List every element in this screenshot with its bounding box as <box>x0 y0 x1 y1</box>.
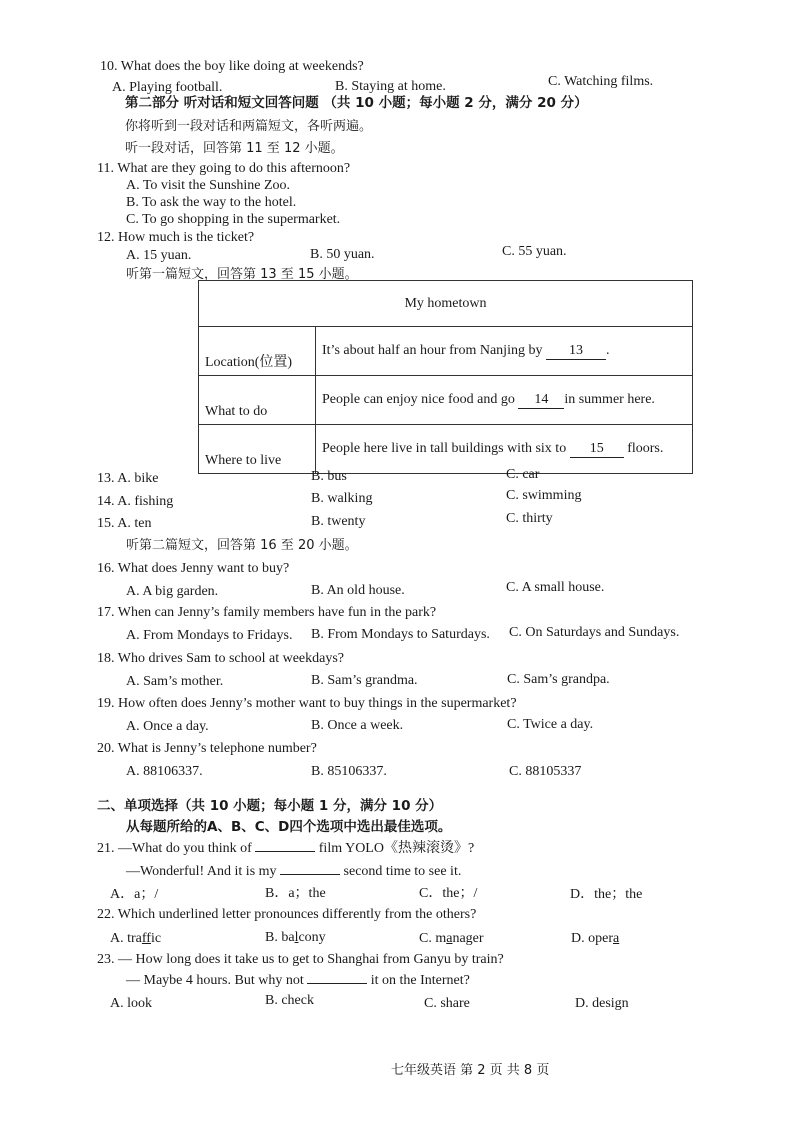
table-row <box>199 376 693 425</box>
q20-option-a: A. 88106337. <box>126 764 203 779</box>
q17-option-c: C. On Saturdays and Sundays. <box>509 625 680 640</box>
q23-option-a: A. look <box>110 996 152 1011</box>
passage1-intro: 听第一篇短文，回答第 13 至 15 小题。 <box>126 267 358 282</box>
q11-stem: 11. What are they going to do this afternoon? <box>97 161 351 176</box>
q21-line1: 21. —What do you think of film YOLO《热辣滚烫》? <box>97 841 475 856</box>
row-text: It’s about half an hour from Nanjing by 13 . <box>316 327 693 376</box>
hometown-table <box>198 280 693 474</box>
table-title: My hometown <box>199 281 693 327</box>
row-label: What to do <box>199 376 316 425</box>
table-row <box>199 425 693 474</box>
q10-option-b: B. Staying at home. <box>335 79 446 94</box>
q15-option-c: C. thirty <box>506 511 553 526</box>
blank-13[interactable]: 13 <box>546 343 606 360</box>
row-text: People here live in tall buildings with six to 15 floors. <box>316 425 693 474</box>
q20-stem: 20. What is Jenny’s telephone number? <box>97 741 317 756</box>
section2-instructions: 从每题所给的A、B、C、D四个选项中选出最佳选项。 <box>126 819 452 835</box>
row-text: People can enjoy nice food and go 14 in summer here. <box>316 376 693 425</box>
q21-blank2[interactable] <box>280 874 340 875</box>
q17-option-a: A. From Mondays to Fridays. <box>126 628 293 643</box>
q21-option-c: C．the；/ <box>419 886 478 901</box>
q19-option-a: A. Once a day. <box>126 719 209 734</box>
q12-option-b: B. 50 yuan. <box>310 247 375 262</box>
q16-option-b: B. An old house. <box>311 583 405 598</box>
q23-blank[interactable] <box>307 983 367 984</box>
q21-option-a: A．a；/ <box>110 887 159 902</box>
q12-option-a: A. 15 yuan. <box>126 248 192 263</box>
q11-option-a: A. To visit the Sunshine Zoo. <box>126 178 291 193</box>
q15-option-a: 15. A. ten <box>97 516 152 531</box>
q16-stem: 16. What does Jenny want to buy? <box>97 561 290 576</box>
q20-option-c: C. 88105337 <box>509 764 582 779</box>
q23-option-c: C. share <box>424 996 470 1011</box>
q14-option-a: 14. A. fishing <box>97 494 174 509</box>
section2-title: 二、单项选择（共 10 小题；每小题 1 分，满分 10 分） <box>97 798 443 814</box>
q22-stem: 22. Which underlined letter pronounces differently from the others? <box>97 907 477 922</box>
q21-option-b: B．a；the <box>265 886 326 901</box>
q12-option-c: C. 55 yuan. <box>502 244 567 259</box>
q17-stem: 17. When can Jenny’s family members have fun in the park? <box>97 605 437 620</box>
q13-option-b: B. bus <box>311 469 347 484</box>
q18-option-c: C. Sam’s grandpa. <box>507 672 610 687</box>
q16-option-a: A. A big garden. <box>126 584 219 599</box>
q21-option-d: D．the；the <box>570 887 643 902</box>
part2-intro: 你将听到一段对话和两篇短文，各听两遍。 <box>125 119 373 134</box>
q22-option-b: B. balcony <box>265 930 326 945</box>
q20-option-b: B. 85106337. <box>311 764 387 779</box>
q19-stem: 19. How often does Jenny’s mother want to buy things in the supermarket? <box>97 696 517 711</box>
q19-option-c: C. Twice a day. <box>507 717 594 732</box>
q16-option-c: C. A small house. <box>506 580 605 595</box>
row-label: Where to live <box>199 425 316 474</box>
q22-option-a: A. traffic <box>110 931 162 946</box>
q14-option-c: C. swimming <box>506 488 582 503</box>
q21-blank1[interactable] <box>255 851 315 852</box>
q22-option-d: D. opera <box>571 931 620 946</box>
part2-title: 第二部分 听对话和短文回答问题 （共 10 小题；每小题 2 分，满分 20 分） <box>125 95 588 111</box>
dialog-intro: 听一段对话，回答第 11 至 12 小题。 <box>125 141 344 156</box>
page-footer: 七年级英语 第 2 页 共 8 页 <box>391 1063 550 1078</box>
q10-stem: 10. What does the boy like doing at weekends? <box>100 59 364 74</box>
q23-line2: — Maybe 4 hours. But why not it on the Internet? <box>126 973 470 988</box>
q21-line2: —Wonderful! And it is my second time to see it. <box>126 864 462 879</box>
q10-option-c: C. Watching films. <box>548 74 654 89</box>
q10-option-a: A. Playing football. <box>112 80 223 95</box>
table-row <box>199 327 693 376</box>
q11-option-c: C. To go shopping in the supermarket. <box>126 212 341 227</box>
passage2-intro: 听第二篇短文，回答第 16 至 20 小题。 <box>126 538 358 553</box>
q12-stem: 12. How much is the ticket? <box>97 230 255 245</box>
q23-option-d: D. design <box>575 996 629 1011</box>
q15-option-b: B. twenty <box>311 514 366 529</box>
q18-option-a: A. Sam’s mother. <box>126 674 224 689</box>
blank-15[interactable]: 15 <box>570 441 624 458</box>
q14-option-b: B. walking <box>311 491 373 506</box>
row-label: Location(位置) <box>199 327 316 376</box>
q23-option-b: B. check <box>265 993 314 1008</box>
q18-option-b: B. Sam’s grandma. <box>311 673 418 688</box>
q11-option-b: B. To ask the way to the hotel. <box>126 195 297 210</box>
q13-option-a: 13. A. bike <box>97 471 159 486</box>
q23-line1: 23. — How long does it take us to get to Shanghai from Ganyu by train? <box>97 952 504 967</box>
q18-stem: 18. Who drives Sam to school at weekdays? <box>97 651 345 666</box>
blank-14[interactable]: 14 <box>518 392 564 409</box>
q19-option-b: B. Once a week. <box>311 718 404 733</box>
q13-option-c: C. car <box>506 467 540 482</box>
q22-option-c: C. manager <box>419 931 484 946</box>
q17-option-b: B. From Mondays to Saturdays. <box>311 627 490 642</box>
